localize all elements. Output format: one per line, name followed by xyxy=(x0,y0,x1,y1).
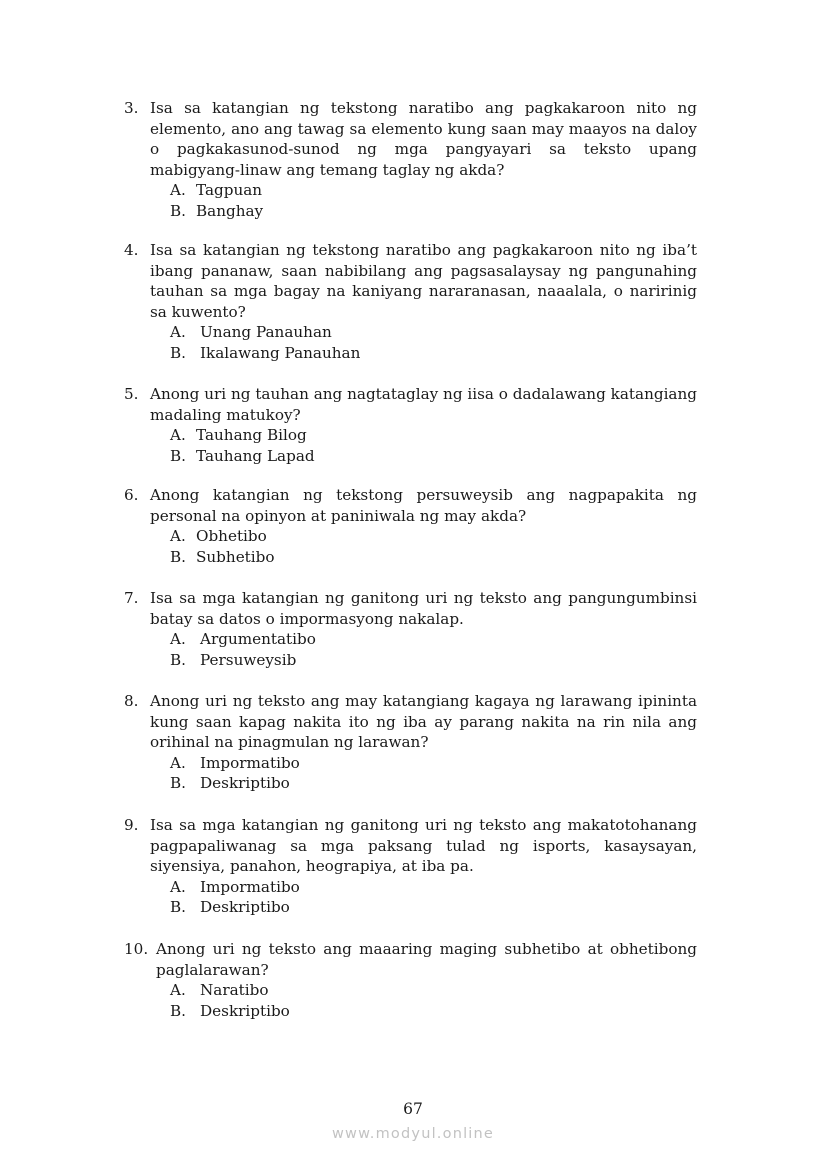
question-number: 8. xyxy=(124,692,139,710)
option-b: B. Banghay xyxy=(170,201,264,220)
option-a: A. Obhetibo xyxy=(170,527,267,546)
option-a: A. Unang Panauhan xyxy=(170,323,332,342)
question-number: 3. xyxy=(124,99,139,117)
question-number: 4. xyxy=(124,241,139,259)
option-b: B. Deskriptibo xyxy=(170,1001,290,1020)
question-text: Isa sa katangian ng tekstong naratibo ang pagkakaroon nito ng elemento, ano ang tawag sa elemento kung saan may maayos na daloy o pagkakasunod-sunod ng mga pangyayari sa teksto upang mabigyang-linaw ang temang taglay ng akda? xyxy=(150,99,697,179)
question-text: Isa sa mga katangian ng ganitong uri ng teksto ang pangungumbinsi batay sa datos o impormasyong nakalap. xyxy=(150,589,697,628)
question-4 xyxy=(124,240,697,364)
question-6 xyxy=(124,485,697,567)
question-number: 9. xyxy=(124,816,139,834)
option-b: B. Ikalawang Panauhan xyxy=(170,343,361,362)
question-number: 10. xyxy=(124,940,149,958)
question-text: Anong uri ng teksto ang may katangiang kagaya ng larawang ipininta kung saan kapag nakita ito ng iba ay parang nakita na rin nila ang orihinal na pinagmulan ng larawan? xyxy=(150,692,697,752)
option-b: B. Deskriptibo xyxy=(170,898,290,917)
option-a: A. Impormatibo xyxy=(170,877,300,896)
question-text: Anong katangian ng tekstong persuweysib ang nagpapakita ng personal na opinyon at paniniwala ng may akda? xyxy=(150,486,697,525)
option-a: A. Tauhang Bilog xyxy=(170,426,307,445)
question-number: 7. xyxy=(124,589,139,607)
question-8 xyxy=(124,691,697,794)
question-10 xyxy=(124,939,697,1021)
question-number: 5. xyxy=(124,385,139,403)
option-a: A. Argumentatibo xyxy=(170,630,316,649)
question-text: Anong uri ng tauhan ang nagtataglay ng iisa o dadalawang katangiang madaling matukoy? xyxy=(150,385,697,424)
option-b: B. Tauhang Lapad xyxy=(170,446,315,465)
question-7 xyxy=(124,588,697,670)
option-a: A. Impormatibo xyxy=(170,753,300,772)
question-text: Isa sa katangian ng tekstong naratibo ang pagkakaroon nito ng iba’t ibang pananaw, saan nabibilang ang pagsasalaysay ng pangunahing tauhan sa mga bagay na kaniyang nararanasan, naaalala, o naririnig sa kuwento? xyxy=(150,241,697,321)
question-3 xyxy=(124,98,697,222)
page-number: 67 xyxy=(403,1100,423,1118)
watermark: www.modyul.online xyxy=(331,1126,495,1142)
option-b: B. Deskriptibo xyxy=(170,774,290,793)
question-number: 6. xyxy=(124,486,139,504)
option-a: A. Tagpuan xyxy=(170,181,263,200)
question-9 xyxy=(124,815,697,918)
option-b: B. Subhetibo xyxy=(170,547,275,566)
option-b: B. Persuweysib xyxy=(170,650,297,669)
question-text: Isa sa mga katangian ng ganitong uri ng teksto ang makatotohanang pagpapaliwanag sa mga paksang tulad ng isports, kasaysayan, siyensiya, panahon, heograpiya, at iba pa. xyxy=(150,816,697,876)
option-a: A. Naratibo xyxy=(170,981,269,1000)
question-text: Anong uri ng teksto ang maaaring maging subhetibo at obhetibong paglalarawan? xyxy=(156,940,697,979)
question-5 xyxy=(124,384,697,466)
